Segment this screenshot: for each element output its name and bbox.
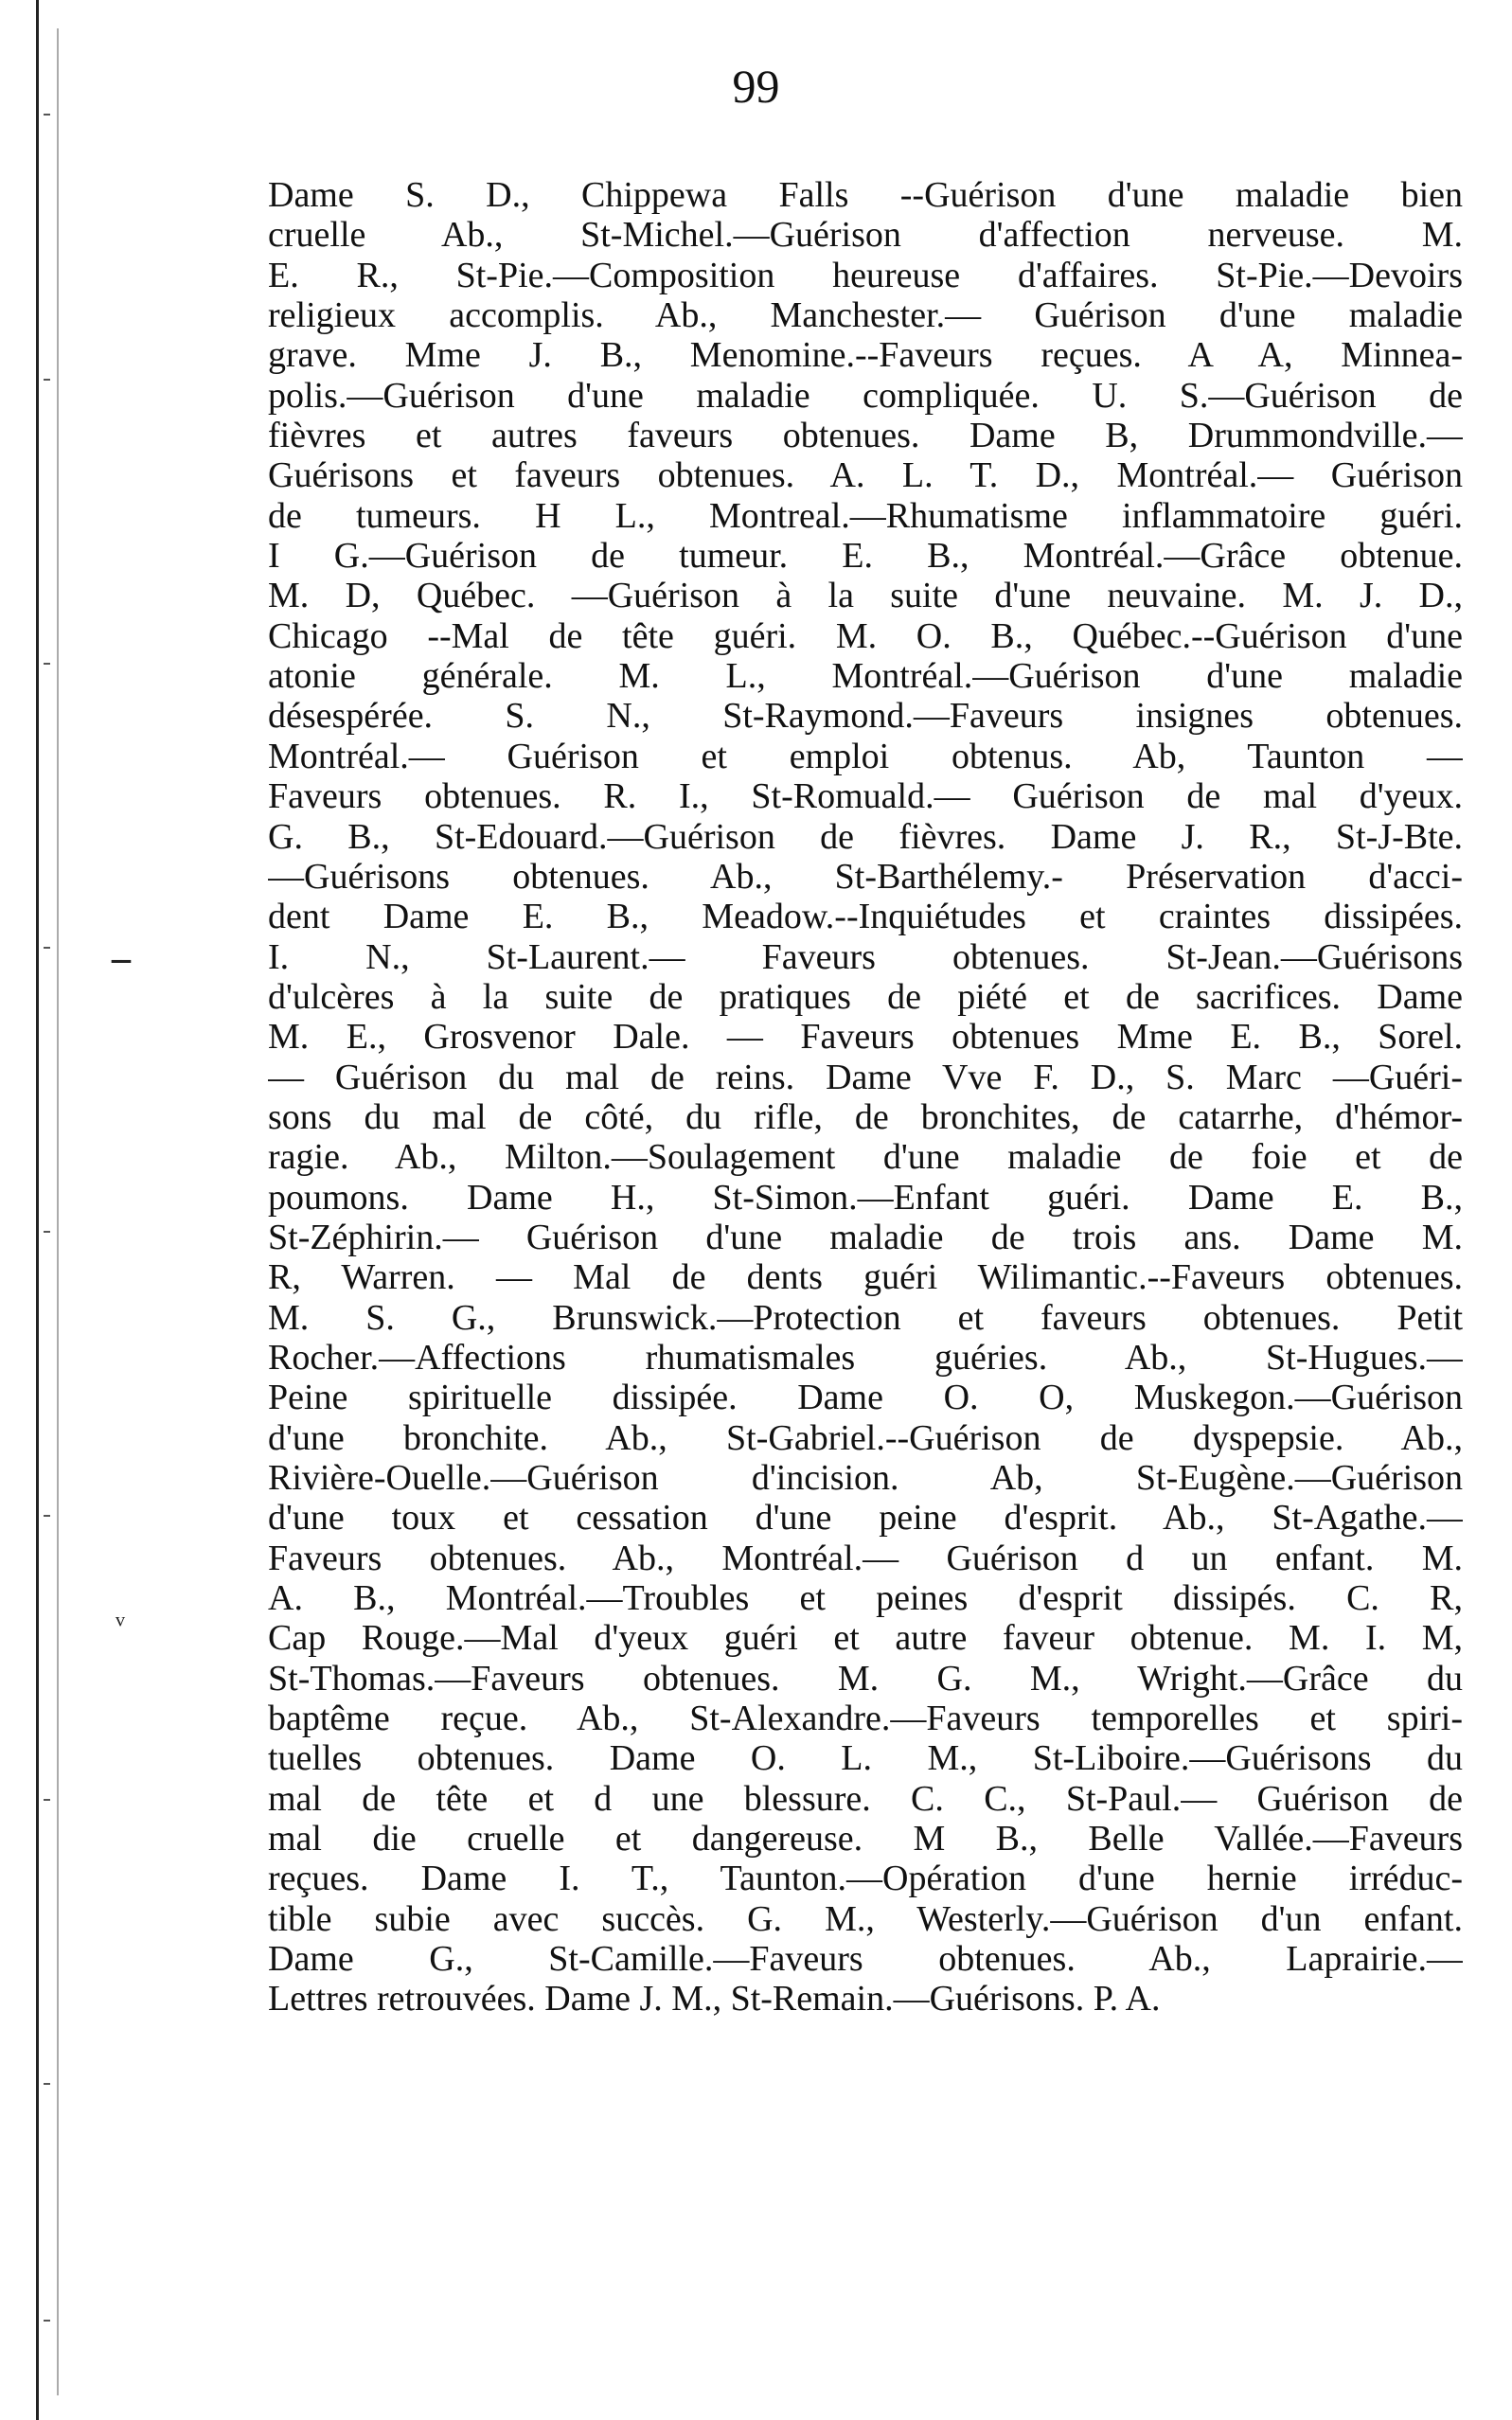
text-line: Faveurs obtenues. Ab., Montréal.— Guérison d un enfant. M.	[268, 1538, 1463, 1578]
text-line: Cap Rouge.—Mal d'yeux guéri et autre faveur obtenue. M. I. M,	[268, 1618, 1463, 1659]
text-line: Lettres retrouvées. Dame J. M., St-Remain.—Guérisons. P. A.	[268, 1979, 1161, 2020]
text-line: G. B., St-Edouard.—Guérison de fièvres. Dame J. R., St-J-Bte.	[268, 816, 1463, 857]
binding-tick	[44, 114, 50, 116]
text-line: St-Zéphirin.— Guérison d'une maladie de trois ans. Dame M.	[268, 1217, 1463, 1257]
text-line: M. D, Québec. —Guérison à la suite d'une neuvaine. M. J. D.,	[268, 576, 1463, 616]
text-line: E. R., St-Pie.—Composition heureuse d'affaires. St-Pie.—Devoirs	[268, 255, 1463, 295]
text-line: Rocher.—Affections rhumatismales guéries. Ab., St-Hugues.—	[268, 1337, 1463, 1378]
text-line: sons du mal de côté, du rifle, de bronchites, de catarrhe, d'hémor-	[268, 1096, 1463, 1137]
page-number: 99	[732, 60, 780, 113]
text-line: dent Dame E. B., Meadow.--Inquiétudes et craintes dissipées.	[268, 897, 1463, 937]
text-line: de tumeurs. H L., Montreal.—Rhumatisme inflammatoire guéri.	[268, 495, 1463, 536]
binding-tick	[44, 2083, 50, 2085]
binding-shadow-rule	[57, 28, 59, 2395]
text-line: baptême reçue. Ab., St-Alexandre.—Faveurs temporelles et spiri-	[268, 1699, 1463, 1739]
text-line: Peine spirituelle dissipée. Dame O. O, Muskegon.—Guérison	[268, 1378, 1463, 1418]
body-text	[268, 175, 1463, 2020]
text-line: Faveurs obtenues. R. I., St-Romuald.— Guérison de mal d'yeux.	[268, 776, 1463, 817]
text-line: poumons. Dame H., St-Simon.—Enfant guéri. Dame E. B.,	[268, 1177, 1463, 1218]
text-line: M. S. G., Brunswick.—Protection et faveurs obtenues. Petit	[268, 1297, 1463, 1338]
page-binding-edge	[0, 0, 68, 2420]
text-line: St-Thomas.—Faveurs obtenues. M. G. M., Wright.—Grâce du	[268, 1658, 1463, 1699]
text-line: ragie. Ab., Milton.—Soulagement d'une maladie de foie et de	[268, 1137, 1463, 1178]
text-line: I G.—Guérison de tumeur. E. B., Montréal.—Grâce obtenue.	[268, 536, 1463, 577]
text-line: grave. Mme J. B., Menomine.--Faveurs reçues. A A, Minnea-	[268, 335, 1463, 376]
binding-tick	[44, 379, 50, 381]
text-line: tuelles obtenues. Dame O. L. M., St-Liboire.—Guérisons du	[268, 1738, 1463, 1779]
binding-tick	[44, 1799, 50, 1801]
text-line: Rivière-Ouelle.—Guérison d'incision. Ab, St-Eugène.—Guérison	[268, 1458, 1463, 1498]
text-line: désespérée. S. N., St-Raymond.—Faveurs insignes obtenues.	[268, 696, 1463, 737]
text-line: atonie générale. M. L., Montréal.—Guérison d'une maladie	[268, 656, 1463, 697]
binding-rule	[36, 0, 39, 2420]
text-line: A. B., Montréal.—Troubles et peines d'esprit dissipés. C. R,	[268, 1578, 1463, 1619]
text-line: religieux accomplis. Ab., Manchester.— Guérison d'une maladie	[268, 295, 1463, 336]
text-line: mal die cruelle et dangereuse. M B., Belle Vallée.—Faveurs	[268, 1819, 1463, 1859]
text-line: M. E., Grosvenor Dale. — Faveurs obtenues Mme E. B., Sorel.	[268, 1017, 1463, 1058]
text-line: d'une toux et cessation d'une peine d'esprit. Ab., St-Agathe.—	[268, 1498, 1463, 1539]
text-line: Montréal.— Guérison et emploi obtenus. Ab, Taunton —	[268, 736, 1463, 776]
binding-tick	[44, 2320, 50, 2322]
text-line: fièvres et autres faveurs obtenues. Dame B, Drummondville.—	[268, 416, 1463, 456]
text-line: Guérisons et faveurs obtenues. A. L. T. D., Montréal.— Guérison	[268, 455, 1463, 496]
text-line: — Guérison du mal de reins. Dame Vve F. D., S. Marc —Guéri-	[268, 1057, 1463, 1097]
text-line: R, Warren. — Mal de dents guéri Wilimantic.--Faveurs obtenues.	[268, 1257, 1463, 1298]
margin-mark: ــ	[112, 935, 131, 970]
text-line: Dame S. D., Chippewa Falls --Guérison d'une maladie bien	[268, 175, 1463, 215]
text-line: reçues. Dame I. T., Taunton.—Opération d'une hernie irréduc-	[268, 1859, 1463, 1899]
text-line: Chicago --Mal de tête guéri. M. O. B., Québec.--Guérison d'une	[268, 615, 1463, 656]
text-line: —Guérisons obtenues. Ab., St-Barthélemy.- Préservation d'acci-	[268, 856, 1463, 897]
text-line: d'une bronchite. Ab., St-Gabriel.--Guérison de dyspepsie. Ab.,	[268, 1417, 1463, 1458]
margin-mark: ᵛ	[116, 1608, 125, 1643]
text-line: Dame G., St-Camille.—Faveurs obtenues. Ab., Laprairie.—	[268, 1939, 1463, 1980]
binding-tick	[44, 947, 50, 949]
binding-tick	[44, 1515, 50, 1517]
text-line: tible subie avec succès. G. M., Westerly.—Guérison d'un enfant.	[268, 1898, 1463, 1939]
text-line: mal de tête et d une blessure. C. C., St-Paul.— Guérison de	[268, 1778, 1463, 1819]
text-line: polis.—Guérison d'une maladie compliquée. U. S.—Guérison de	[268, 375, 1463, 416]
text-line: d'ulcères à la suite de pratiques de piété et de sacrifices. Dame	[268, 976, 1463, 1017]
text-line: I. N., St-Laurent.— Faveurs obtenues. St-Jean.—Guérisons	[268, 936, 1463, 977]
binding-tick	[44, 1231, 50, 1233]
binding-tick	[44, 663, 50, 665]
text-line: cruelle Ab., St-Michel.—Guérison d'affection nerveuse. M.	[268, 215, 1463, 256]
